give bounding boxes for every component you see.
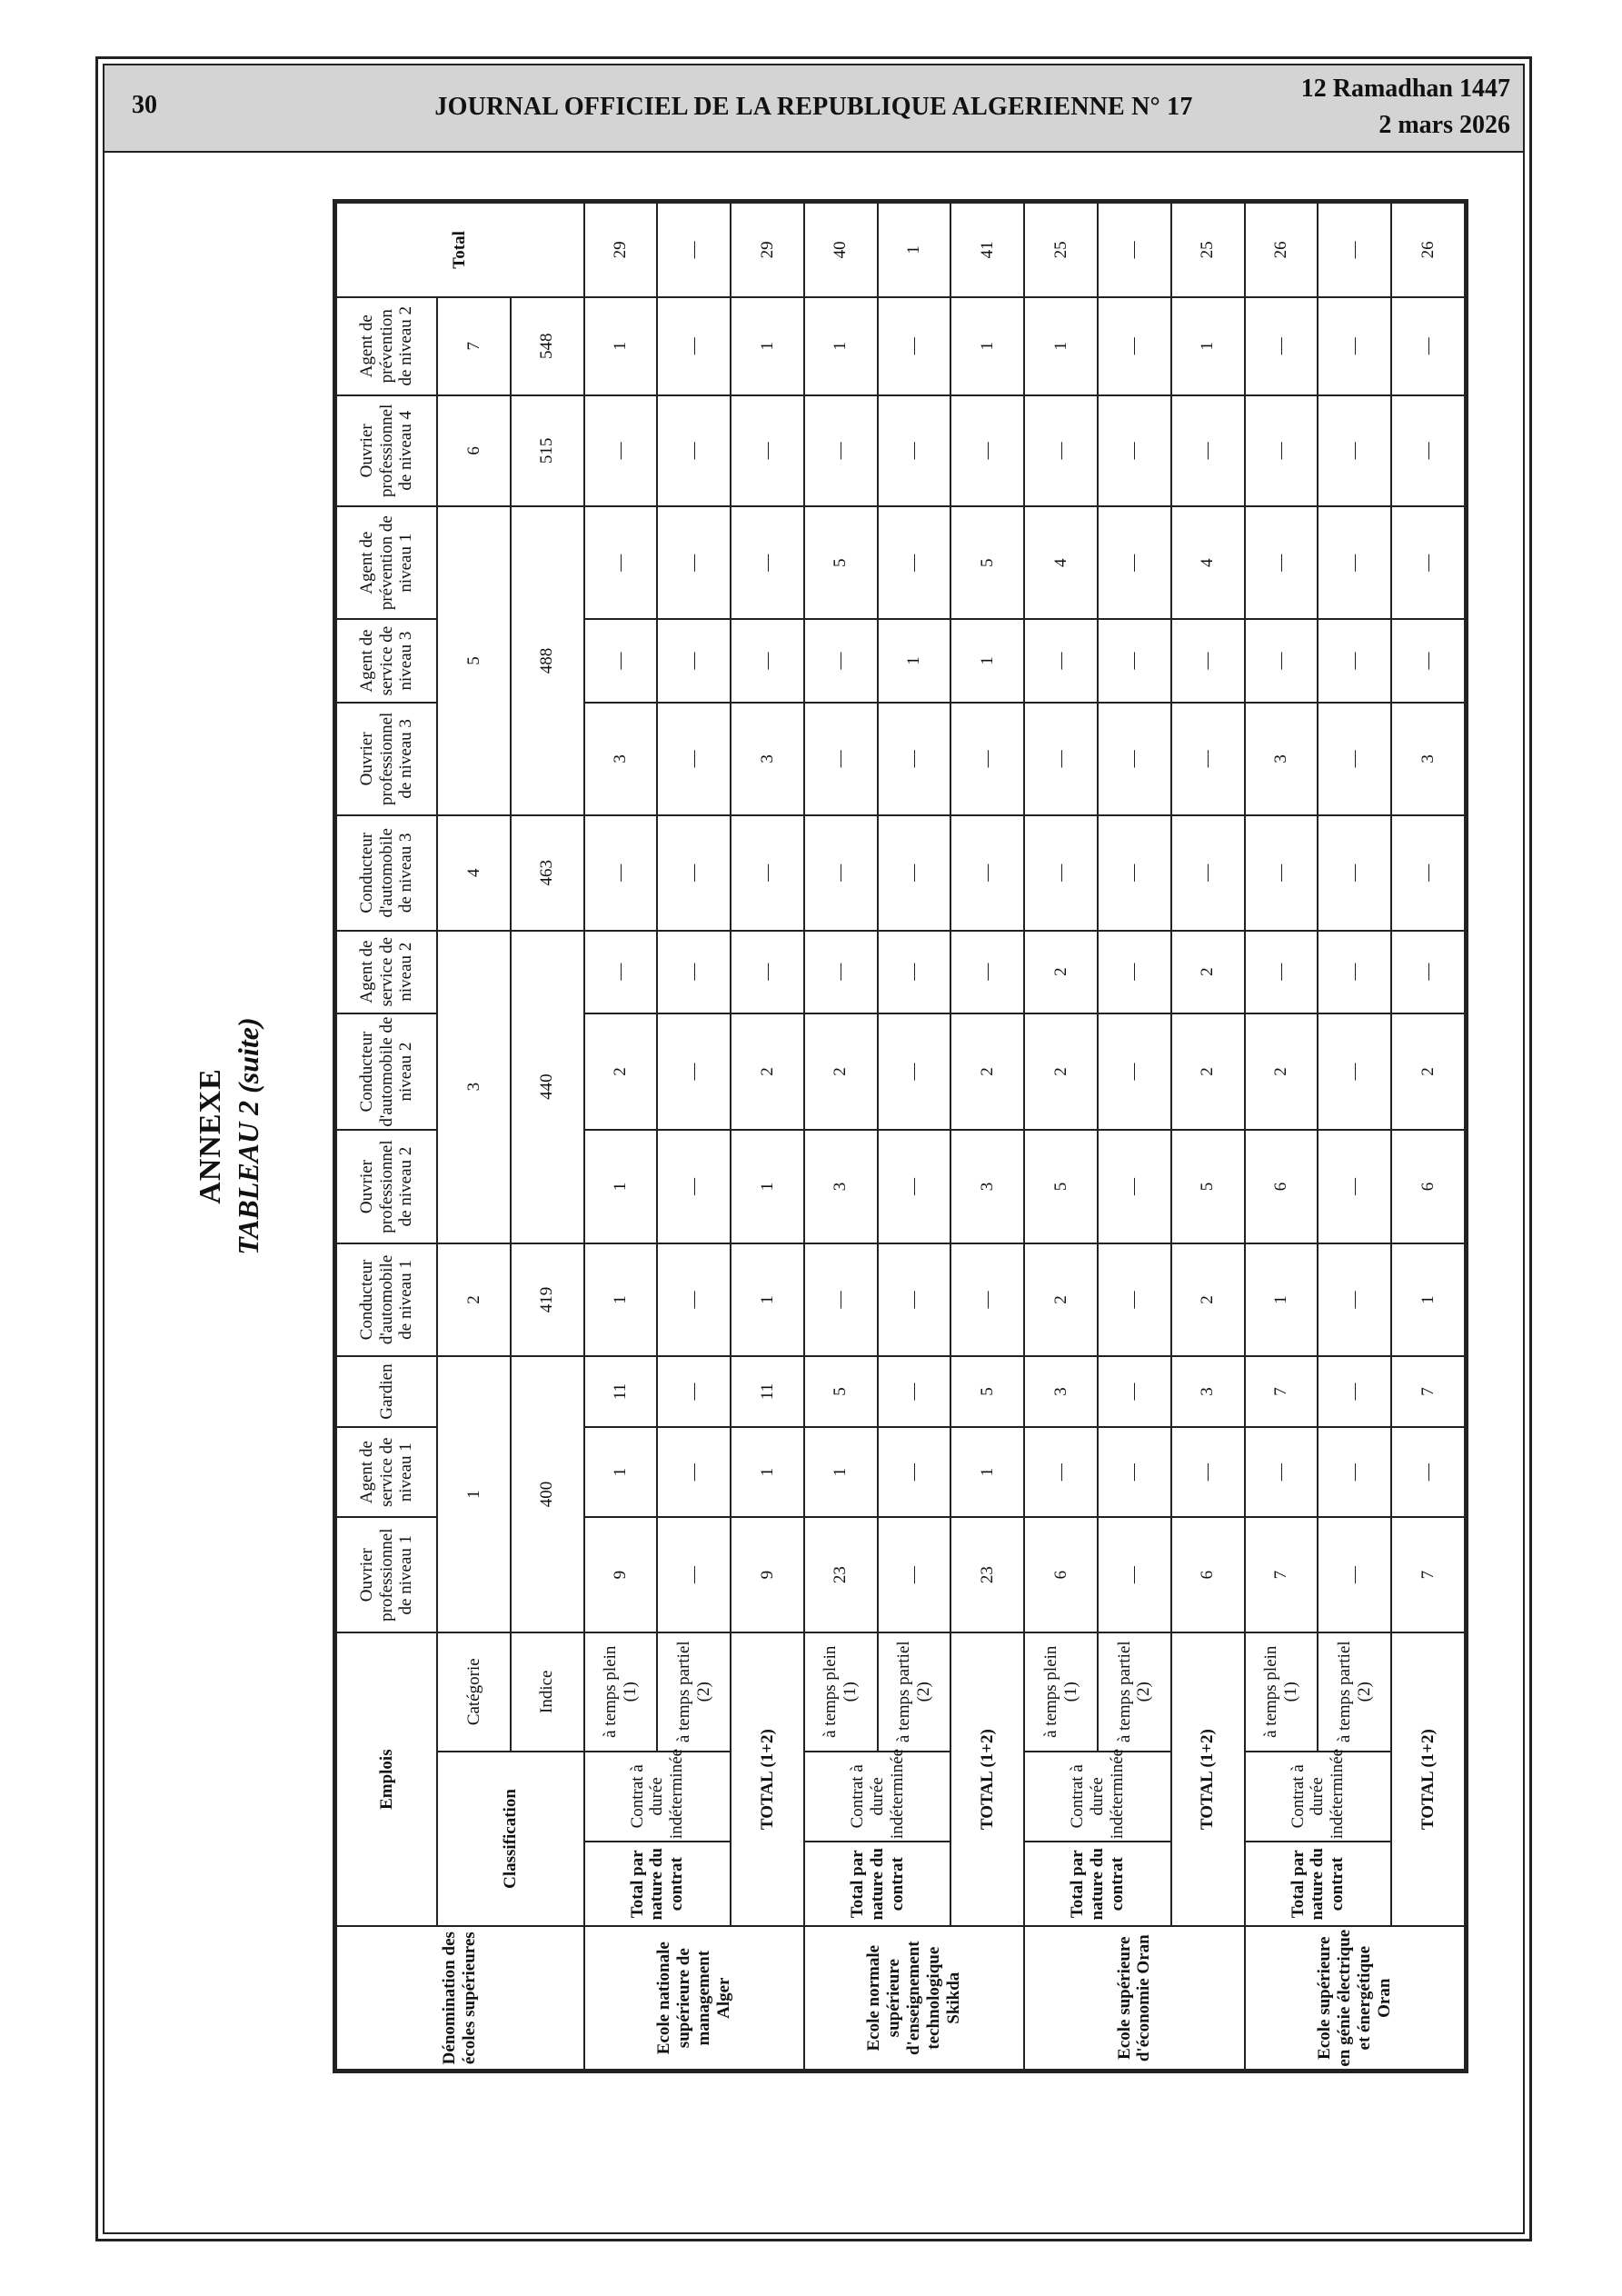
partiel-value: — bbox=[878, 815, 951, 930]
total-value: 6 bbox=[1171, 1517, 1245, 1632]
partiel-value: — bbox=[657, 1427, 731, 1518]
total-value: 4 bbox=[1171, 506, 1245, 619]
total-value: — bbox=[1171, 815, 1245, 930]
contract-type-label: Contrat à durée indéterminée bbox=[1245, 1752, 1392, 1842]
total-value: 3 bbox=[1171, 1356, 1245, 1427]
plein-value: 11 bbox=[584, 1356, 658, 1427]
categorie-value: 7 bbox=[437, 297, 511, 395]
indice-value: 463 bbox=[511, 815, 584, 930]
partiel-value: — bbox=[1098, 703, 1171, 815]
partiel-label: à temps partiel (2) bbox=[878, 1632, 951, 1752]
contract-type-label: Contrat à durée indéterminée bbox=[584, 1752, 731, 1842]
plein-value: 1 bbox=[584, 297, 658, 395]
total-value: 6 bbox=[1391, 1130, 1465, 1243]
plein-value: — bbox=[1024, 619, 1098, 702]
total-value: 1 bbox=[731, 1130, 804, 1243]
total-12-label: TOTAL (1+2) bbox=[1171, 1632, 1245, 1927]
plein-value: 2 bbox=[584, 1013, 658, 1131]
total-value: — bbox=[950, 1243, 1024, 1356]
categorie-value: 1 bbox=[437, 1356, 511, 1632]
plein-value: 1 bbox=[584, 1427, 658, 1518]
table-subtitle: TABLEAU 2 (suite) bbox=[232, 1017, 264, 1255]
emploi-header: Ouvrier professionnel de niveau 1 bbox=[336, 1517, 437, 1632]
total-value: 2 bbox=[1171, 1243, 1245, 1356]
school-name: Ecole nationale supérieure de management Alger bbox=[584, 1926, 804, 2070]
plein-value: — bbox=[1245, 931, 1318, 1013]
partiel-value: — bbox=[657, 1130, 731, 1243]
page-number: 30 bbox=[132, 91, 157, 119]
partiel-value: — bbox=[657, 815, 731, 930]
plein-value: 2 bbox=[1024, 931, 1098, 1013]
partiel-value: 1 bbox=[878, 619, 951, 702]
plein-value: — bbox=[804, 815, 878, 930]
total-value: 1 bbox=[1171, 297, 1245, 395]
plein-value: 7 bbox=[1245, 1517, 1318, 1632]
plein-value: 26 bbox=[1245, 203, 1318, 297]
partiel-label: à temps partiel (2) bbox=[1098, 1632, 1171, 1752]
total-value: 9 bbox=[731, 1517, 804, 1632]
total-value: 5 bbox=[950, 1356, 1024, 1427]
emploi-header: Ouvrier professionnel de niveau 3 bbox=[336, 703, 437, 815]
total-value: — bbox=[1171, 703, 1245, 815]
partiel-value: — bbox=[1318, 203, 1391, 297]
emplois-header: Emplois bbox=[336, 1632, 437, 1927]
categorie-value: 5 bbox=[437, 506, 511, 815]
partiel-value: — bbox=[657, 1356, 731, 1427]
total-value: 2 bbox=[1171, 1013, 1245, 1131]
total-value: 29 bbox=[731, 203, 804, 297]
plein-value: 5 bbox=[804, 506, 878, 619]
total-value: — bbox=[1391, 815, 1465, 930]
table-row bbox=[1245, 203, 1318, 2070]
denomination-header: Dénomination des écoles supérieures bbox=[336, 1926, 584, 2070]
partiel-value: — bbox=[657, 931, 731, 1013]
partiel-value: — bbox=[1318, 815, 1391, 930]
table-row bbox=[950, 203, 1024, 2070]
plein-value: 3 bbox=[584, 703, 658, 815]
partiel-value: — bbox=[878, 1427, 951, 1518]
plein-value: — bbox=[804, 931, 878, 1013]
partiel-label: à temps partiel (2) bbox=[657, 1632, 731, 1752]
contract-total-label: Total par nature du contrat bbox=[1245, 1842, 1392, 1926]
plein-value: 3 bbox=[1245, 703, 1318, 815]
partiel-value: — bbox=[657, 395, 731, 506]
plein-value: — bbox=[1024, 1427, 1098, 1518]
emploi-header: Conducteur d'automobile de niveau 3 bbox=[336, 815, 437, 930]
total-value: — bbox=[950, 931, 1024, 1013]
contract-total-label: Total par nature du contrat bbox=[804, 1842, 951, 1926]
annexe-title: ANNEXE bbox=[194, 1068, 227, 1204]
partiel-value: — bbox=[1098, 1427, 1171, 1518]
partiel-value: — bbox=[878, 1356, 951, 1427]
plein-value: 5 bbox=[804, 1356, 878, 1427]
total-value: — bbox=[1391, 619, 1465, 702]
total-value: 41 bbox=[950, 203, 1024, 297]
plein-value: 25 bbox=[1024, 203, 1098, 297]
partiel-value: — bbox=[657, 619, 731, 702]
journal-title: JOURNAL OFFICIEL DE LA REPUBLIQUE ALGERIENNE N° 17 bbox=[434, 93, 1193, 121]
partiel-value: — bbox=[878, 931, 951, 1013]
emploi-header: Ouvrier professionnel de niveau 4 bbox=[336, 395, 437, 506]
emploi-header: Ouvrier professionnel de niveau 2 bbox=[336, 1130, 437, 1243]
total-12-label: TOTAL (1+2) bbox=[950, 1632, 1024, 1927]
indice-value: 419 bbox=[511, 1243, 584, 1356]
plein-value: — bbox=[1245, 815, 1318, 930]
contract-total-label: Total par nature du contrat bbox=[584, 1842, 731, 1926]
total-value: 3 bbox=[950, 1130, 1024, 1243]
plein-value: — bbox=[584, 931, 658, 1013]
partiel-value: — bbox=[1098, 1013, 1171, 1131]
table-wrapper bbox=[335, 202, 1466, 2071]
total-value: — bbox=[1391, 395, 1465, 506]
plein-value: — bbox=[1245, 1427, 1318, 1518]
plein-value: — bbox=[804, 1243, 878, 1356]
plein-value: 40 bbox=[804, 203, 878, 297]
indice-value: 488 bbox=[511, 506, 584, 815]
partiel-value: — bbox=[1318, 1356, 1391, 1427]
total-value: — bbox=[1171, 619, 1245, 702]
total-value: — bbox=[731, 395, 804, 506]
partiel-value: — bbox=[1098, 1517, 1171, 1632]
total-value: — bbox=[1171, 395, 1245, 506]
partiel-value: — bbox=[1318, 297, 1391, 395]
partiel-value: — bbox=[1098, 1356, 1171, 1427]
plein-label: à temps plein (1) bbox=[804, 1632, 878, 1752]
total-value: — bbox=[731, 931, 804, 1013]
contract-total-label: Total par nature du contrat bbox=[1024, 1842, 1171, 1926]
partiel-value: — bbox=[1318, 1517, 1391, 1632]
indice-value: 548 bbox=[511, 297, 584, 395]
plein-value: 29 bbox=[584, 203, 658, 297]
partiel-value: — bbox=[878, 1517, 951, 1632]
total-12-label: TOTAL (1+2) bbox=[1391, 1632, 1465, 1927]
total-value: — bbox=[950, 395, 1024, 506]
partiel-value: — bbox=[1098, 815, 1171, 930]
table-row bbox=[1024, 203, 1098, 2070]
plein-value: — bbox=[584, 506, 658, 619]
emploi-header: Agent de service de niveau 3 bbox=[336, 619, 437, 702]
school-name: Ecole normale supérieure d'enseignement technologique Skikda bbox=[804, 1926, 1024, 2070]
categorie-value: 6 bbox=[437, 395, 511, 506]
partiel-value: — bbox=[1318, 931, 1391, 1013]
total-value: 1 bbox=[950, 1427, 1024, 1518]
total-value: — bbox=[731, 619, 804, 702]
total-value: 23 bbox=[950, 1517, 1024, 1632]
table-row bbox=[437, 203, 511, 2070]
plein-value: 5 bbox=[1024, 1130, 1098, 1243]
partiel-value: — bbox=[878, 1130, 951, 1243]
partiel-value: — bbox=[1098, 1130, 1171, 1243]
partiel-value: — bbox=[1098, 395, 1171, 506]
plein-value: 7 bbox=[1245, 1356, 1318, 1427]
emploi-header: Agent de service de niveau 2 bbox=[336, 931, 437, 1013]
plein-value: — bbox=[1024, 815, 1098, 930]
effectifs-table bbox=[335, 202, 1466, 2071]
journal-header bbox=[104, 65, 1523, 153]
table-row bbox=[1391, 203, 1465, 2070]
total-value: 2 bbox=[1171, 931, 1245, 1013]
total-value: — bbox=[950, 703, 1024, 815]
partiel-value: — bbox=[1098, 506, 1171, 619]
plein-value: 1 bbox=[804, 297, 878, 395]
plein-label: à temps plein (1) bbox=[584, 1632, 658, 1752]
total-value: 1 bbox=[1391, 1243, 1465, 1356]
plein-label: à temps plein (1) bbox=[1245, 1632, 1318, 1752]
plein-value: 6 bbox=[1245, 1130, 1318, 1243]
total-value: 1 bbox=[731, 297, 804, 395]
emploi-header: Conducteur d'automobile de niveau 1 bbox=[336, 1243, 437, 1356]
emploi-header: Conducteur d'automobile de niveau 2 bbox=[336, 1013, 437, 1131]
total-value: 1 bbox=[731, 1427, 804, 1518]
school-name: Ecole supérieure en génie électrique et énergétique Oran bbox=[1245, 1926, 1465, 2070]
plein-value: 2 bbox=[1024, 1243, 1098, 1356]
partiel-label: à temps partiel (2) bbox=[1318, 1632, 1391, 1752]
partiel-value: — bbox=[1098, 1243, 1171, 1356]
total-value: — bbox=[1391, 1427, 1465, 1518]
plein-value: 1 bbox=[804, 1427, 878, 1518]
plein-value: 3 bbox=[1024, 1356, 1098, 1427]
partiel-value: 1 bbox=[878, 203, 951, 297]
plein-value: — bbox=[804, 619, 878, 702]
emploi-header: Agent de prévention de niveau 2 bbox=[336, 297, 437, 395]
partiel-value: — bbox=[1318, 1427, 1391, 1518]
total-value: 1 bbox=[731, 1243, 804, 1356]
indice-value: 440 bbox=[511, 931, 584, 1243]
partiel-value: — bbox=[1318, 1130, 1391, 1243]
total-value: — bbox=[1391, 506, 1465, 619]
total-value: 2 bbox=[1391, 1013, 1465, 1131]
total-value: 25 bbox=[1171, 203, 1245, 297]
partiel-value: — bbox=[1098, 297, 1171, 395]
partiel-value: — bbox=[878, 506, 951, 619]
total-value: — bbox=[1391, 931, 1465, 1013]
total-value: 3 bbox=[731, 703, 804, 815]
total-value: 5 bbox=[950, 506, 1024, 619]
contract-type-label: Contrat à durée indéterminée bbox=[1024, 1752, 1171, 1842]
categorie-label: Catégorie bbox=[437, 1632, 511, 1752]
date-hijri: 12 Ramadhan 1447 bbox=[1300, 75, 1510, 103]
categorie-value: 2 bbox=[437, 1243, 511, 1356]
partiel-value: — bbox=[1098, 931, 1171, 1013]
partiel-value: — bbox=[657, 506, 731, 619]
total-value: 5 bbox=[1171, 1130, 1245, 1243]
plein-value: 4 bbox=[1024, 506, 1098, 619]
table-row bbox=[336, 203, 437, 2070]
total-value: — bbox=[731, 815, 804, 930]
emploi-header: Agent de service de niveau 1 bbox=[336, 1427, 437, 1518]
partiel-value: — bbox=[657, 1517, 731, 1632]
plein-value: 23 bbox=[804, 1517, 878, 1632]
plein-value: — bbox=[1245, 395, 1318, 506]
plein-value: — bbox=[1024, 703, 1098, 815]
total-value: 2 bbox=[950, 1013, 1024, 1131]
plein-value: — bbox=[584, 619, 658, 702]
plein-value: — bbox=[1024, 395, 1098, 506]
plein-value: — bbox=[1245, 619, 1318, 702]
plein-value: 1 bbox=[1024, 297, 1098, 395]
plein-value: 3 bbox=[804, 1130, 878, 1243]
emploi-header: Gardien bbox=[336, 1356, 437, 1427]
categorie-value: 4 bbox=[437, 815, 511, 930]
table-row bbox=[804, 203, 878, 2070]
partiel-value: — bbox=[878, 703, 951, 815]
plein-label: à temps plein (1) bbox=[1024, 1632, 1098, 1752]
partiel-value: — bbox=[1318, 619, 1391, 702]
partiel-value: — bbox=[878, 1243, 951, 1356]
plein-value: 1 bbox=[584, 1130, 658, 1243]
plein-value: 2 bbox=[804, 1013, 878, 1131]
total-value: — bbox=[1171, 1427, 1245, 1518]
categorie-value: 3 bbox=[437, 931, 511, 1243]
plein-value: 2 bbox=[1024, 1013, 1098, 1131]
total-value: 1 bbox=[950, 619, 1024, 702]
total-header: Total bbox=[336, 203, 584, 297]
total-value: 7 bbox=[1391, 1356, 1465, 1427]
total-value: 7 bbox=[1391, 1517, 1465, 1632]
total-value: 2 bbox=[731, 1013, 804, 1131]
partiel-value: — bbox=[1098, 619, 1171, 702]
table-row bbox=[584, 203, 658, 2070]
rotated-content bbox=[190, 202, 1466, 2071]
plein-value: — bbox=[584, 815, 658, 930]
plein-value: — bbox=[584, 395, 658, 506]
table-row bbox=[731, 203, 804, 2070]
plein-value: 2 bbox=[1245, 1013, 1318, 1131]
plein-value: — bbox=[804, 703, 878, 815]
total-value: 26 bbox=[1391, 203, 1465, 297]
plein-value: — bbox=[1245, 506, 1318, 619]
partiel-value: — bbox=[878, 395, 951, 506]
partiel-value: — bbox=[1318, 703, 1391, 815]
partiel-value: — bbox=[1098, 203, 1171, 297]
total-value: — bbox=[950, 815, 1024, 930]
plein-value: — bbox=[1245, 297, 1318, 395]
indice-value: 515 bbox=[511, 395, 584, 506]
partiel-value: — bbox=[657, 203, 731, 297]
indice-label: Indice bbox=[511, 1632, 584, 1752]
total-value: 3 bbox=[1391, 703, 1465, 815]
partiel-value: — bbox=[1318, 1243, 1391, 1356]
annexe-heading bbox=[190, 202, 335, 2071]
partiel-value: — bbox=[657, 703, 731, 815]
partiel-value: — bbox=[1318, 1013, 1391, 1131]
partiel-value: — bbox=[1318, 395, 1391, 506]
plein-value: 1 bbox=[1245, 1243, 1318, 1356]
total-value: 11 bbox=[731, 1356, 804, 1427]
plein-value: 6 bbox=[1024, 1517, 1098, 1632]
emploi-header: Agent de prévention de niveau 1 bbox=[336, 506, 437, 619]
contract-type-label: Contrat à durée indéterminée bbox=[804, 1752, 951, 1842]
table-row bbox=[1171, 203, 1245, 2070]
partiel-value: — bbox=[657, 1013, 731, 1131]
total-value: 1 bbox=[950, 297, 1024, 395]
partiel-value: — bbox=[878, 1013, 951, 1131]
plein-value: 9 bbox=[584, 1517, 658, 1632]
date-gregorian: 2 mars 2026 bbox=[1378, 111, 1510, 139]
total-12-label: TOTAL (1+2) bbox=[731, 1632, 804, 1927]
partiel-value: — bbox=[878, 297, 951, 395]
indice-value: 400 bbox=[511, 1356, 584, 1632]
classification-header: Classification bbox=[437, 1752, 584, 1927]
partiel-value: — bbox=[1318, 506, 1391, 619]
total-value: — bbox=[731, 506, 804, 619]
total-value: — bbox=[1391, 297, 1465, 395]
plein-value: 1 bbox=[584, 1243, 658, 1356]
partiel-value: — bbox=[657, 1243, 731, 1356]
issue-date bbox=[1301, 71, 1510, 144]
plein-value: — bbox=[804, 395, 878, 506]
school-name: Ecole supérieure d'économie Oran bbox=[1024, 1926, 1244, 2070]
partiel-value: — bbox=[657, 297, 731, 395]
